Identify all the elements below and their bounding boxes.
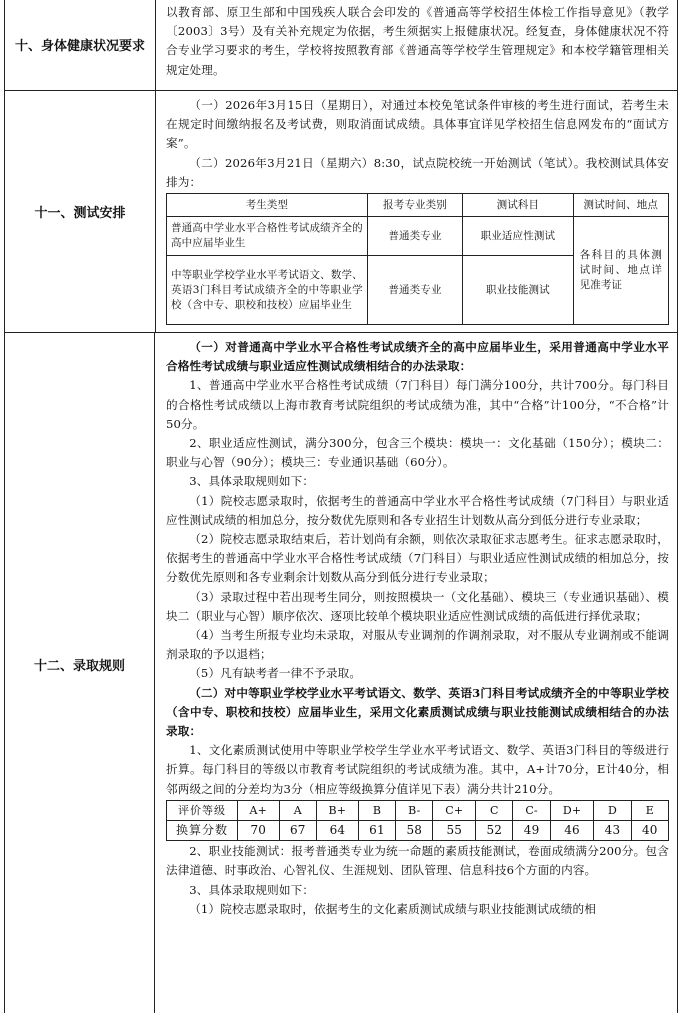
- test-arrangement-table: [166, 193, 669, 325]
- grade-conversion-table: [166, 800, 669, 841]
- section-test-arrangement: [4, 91, 678, 333]
- cell-type: 中等职业学校学业水平考试语文、数学、英语3门科目考试成绩齐全的中等职业学校（含中专、职校和技校）应届毕业生: [167, 256, 368, 325]
- score-cell: 67: [279, 821, 316, 841]
- rule-paragraph: 2、职业适应性测试，满分300分，包含三个模块：模块一：文化基础（150分）；模块二：职业与心智（90分）；模块三：专业通识基础（60分）。: [166, 436, 669, 470]
- header-cell: 测试时间、地点: [573, 194, 668, 217]
- table-row: [167, 217, 669, 256]
- header-cell: 测试科目: [463, 194, 573, 217]
- rule-item: （1）院校志愿录取时，依据考生的文化素质测试成绩与职业技能测试成绩的相: [189, 901, 597, 916]
- score-cell: 49: [513, 821, 550, 841]
- table-header-row: [167, 194, 669, 217]
- grade-cell: B: [358, 800, 395, 820]
- score-cell: 40: [631, 821, 668, 841]
- score-cell: 58: [396, 821, 433, 841]
- cell-category: 普通类专业: [367, 256, 462, 325]
- grade-row-label: 评价等级: [167, 800, 238, 820]
- test-paragraph-2: （二）2026年3月21日（星期六）8:30，试点院校统一开始测试（笔试）。我校测试具体安排为：: [166, 155, 669, 189]
- rule-paragraph: 2、职业技能测试：报考普通类专业为统一命题的素质技能测试，卷面成绩满分200分。包含法律道德、时事政治、心智礼仪、生涯规划、团队管理、信息科技6个方面的内容。: [166, 844, 669, 878]
- cell-category: 普通类专业: [367, 217, 462, 256]
- score-cell: 64: [316, 821, 358, 841]
- grade-cell: C: [476, 800, 513, 820]
- rule-item: （1）院校志愿录取时，依据考生的普通高中学业水平合格性考试成绩（7门科目）与职业适应性测试成绩的相加总分，按分数优先原则和各专业招生计划数从高分到低分进行专业录取；: [166, 493, 669, 527]
- score-row-label: 换算分数: [167, 821, 238, 841]
- score-row: [167, 821, 669, 841]
- rule-heading-1: （一）对普通高中学业水平合格性考试成绩齐全的高中应届毕业生，采用普通高中学业水平合格性考试成绩与职业适应性测试成绩相结合的办法录取：: [166, 340, 669, 374]
- section-label: 十一、测试安排: [5, 91, 156, 332]
- grade-cell: B-: [396, 800, 433, 820]
- cell-time-place: 各科目的具体测试时间、地点详见准考证: [573, 217, 668, 325]
- test-paragraph-1: （一）2026年3月15日（星期日），对通过本校免笔试条件审核的考生进行面试，若考生未在规定时间缴纳报名及考试费，则取消面试成绩。具体事宜详见学校招生信息网发布的“面试方案”。: [166, 98, 669, 151]
- rule-item: （5）凡有缺考者一律不予录取。: [189, 666, 362, 681]
- section-content: [156, 0, 677, 90]
- health-paragraph: 以教育部、原卫生部和中国残疾人联合会印发的《普通高等学校招生体检工作指导意见》（教学〔2003〕3号）及有关补充规定为依据，考生须据实上报健康状况。经复查，身体健康状况不符合专业学习要求的考生，学校将按照教育部《普通高等学校学生管理规定》和本校学籍管理相关规定处理。: [166, 5, 669, 77]
- cell-type: 普通高中学业水平合格性考试成绩齐全的高中应届毕业生: [167, 217, 368, 256]
- section-health-requirements: [4, 0, 678, 91]
- score-cell: 55: [433, 821, 476, 841]
- grade-cell: D+: [550, 800, 594, 820]
- rule-item: （3）录取过程中若出现考生同分，则按照模块一（文化基础）、模块三（专业通识基础）、模块二（职业与心智）顺序依次、逐项比较单个模块职业适应性测试成绩的高低进行择优录取；: [166, 589, 669, 623]
- section-content: [156, 91, 677, 332]
- grade-cell: E: [631, 800, 668, 820]
- rule-item: （4）当考生所报专业均未录取，对服从专业调剂的作调剂录取，对不服从专业调剂或不能调剂录取的予以退档；: [166, 628, 669, 662]
- grade-cell: C+: [433, 800, 476, 820]
- grade-cell: A+: [238, 800, 280, 820]
- score-cell: 43: [594, 821, 631, 841]
- rule-paragraph: 3、具体录取规则如下：: [189, 882, 315, 897]
- header-cell: 考生类型: [167, 194, 368, 217]
- score-cell: 70: [238, 821, 280, 841]
- admission-document: [4, 0, 678, 997]
- grade-cell: A: [279, 800, 316, 820]
- grade-cell: C-: [513, 800, 550, 820]
- score-cell: 61: [358, 821, 395, 841]
- score-cell: 46: [550, 821, 594, 841]
- section-admission-rules: [4, 333, 678, 1013]
- section-label: 十二、录取规则: [5, 333, 155, 1013]
- rule-heading-2: （二）对中等职业学校学业水平考试语文、数学、英语3门科目考试成绩齐全的中等职业学校（含中专、职校和技校）应届毕业生，采用文化素质测试成绩与职业技能测试成绩相结合的办法录取：: [166, 685, 669, 739]
- section-label: 十、身体健康状况要求: [5, 0, 156, 90]
- grade-row: [167, 800, 669, 820]
- cell-subject: 职业技能测试: [463, 256, 573, 325]
- rule-item: （2）院校志愿录取结束后，若计划尚有余额，则依次录取征求志愿考生。征求志愿录取时，依据考生的普通高中学业水平合格性考试成绩（7门科目）与职业适应性测试成绩的相加总分，按分数优先原则和各专业剩余计划数从高分到低分进行专业录取；: [166, 532, 669, 585]
- score-cell: 52: [476, 821, 513, 841]
- rule-paragraph: 1、普通高中学业水平合格性考试成绩（7门科目）每门满分100分，共计700分。每门科目的合格性考试成绩以上海市教育考试院组织的考试成绩为准，其中“合格”计100分，“不合格”计50分。: [166, 378, 669, 431]
- rule-paragraph: 3、具体录取规则如下：: [189, 474, 315, 489]
- grade-cell: D: [594, 800, 631, 820]
- grade-cell: B+: [316, 800, 358, 820]
- header-cell: 报考专业类别: [367, 194, 462, 217]
- rule-paragraph: 1、文化素质测试使用中等职业学校学生学业水平考试语文、数学、英语3门科目的等级进行折算。每门科目的等级以市教育考试院组织的考试成绩为准。其中，A+计70分，E计40分，相邻两级之间的分差均为3分（相应等级换算分值详见下表）满分共计210分。: [166, 743, 669, 796]
- section-content: [156, 333, 677, 1013]
- cell-subject: 职业适应性测试: [463, 217, 573, 256]
